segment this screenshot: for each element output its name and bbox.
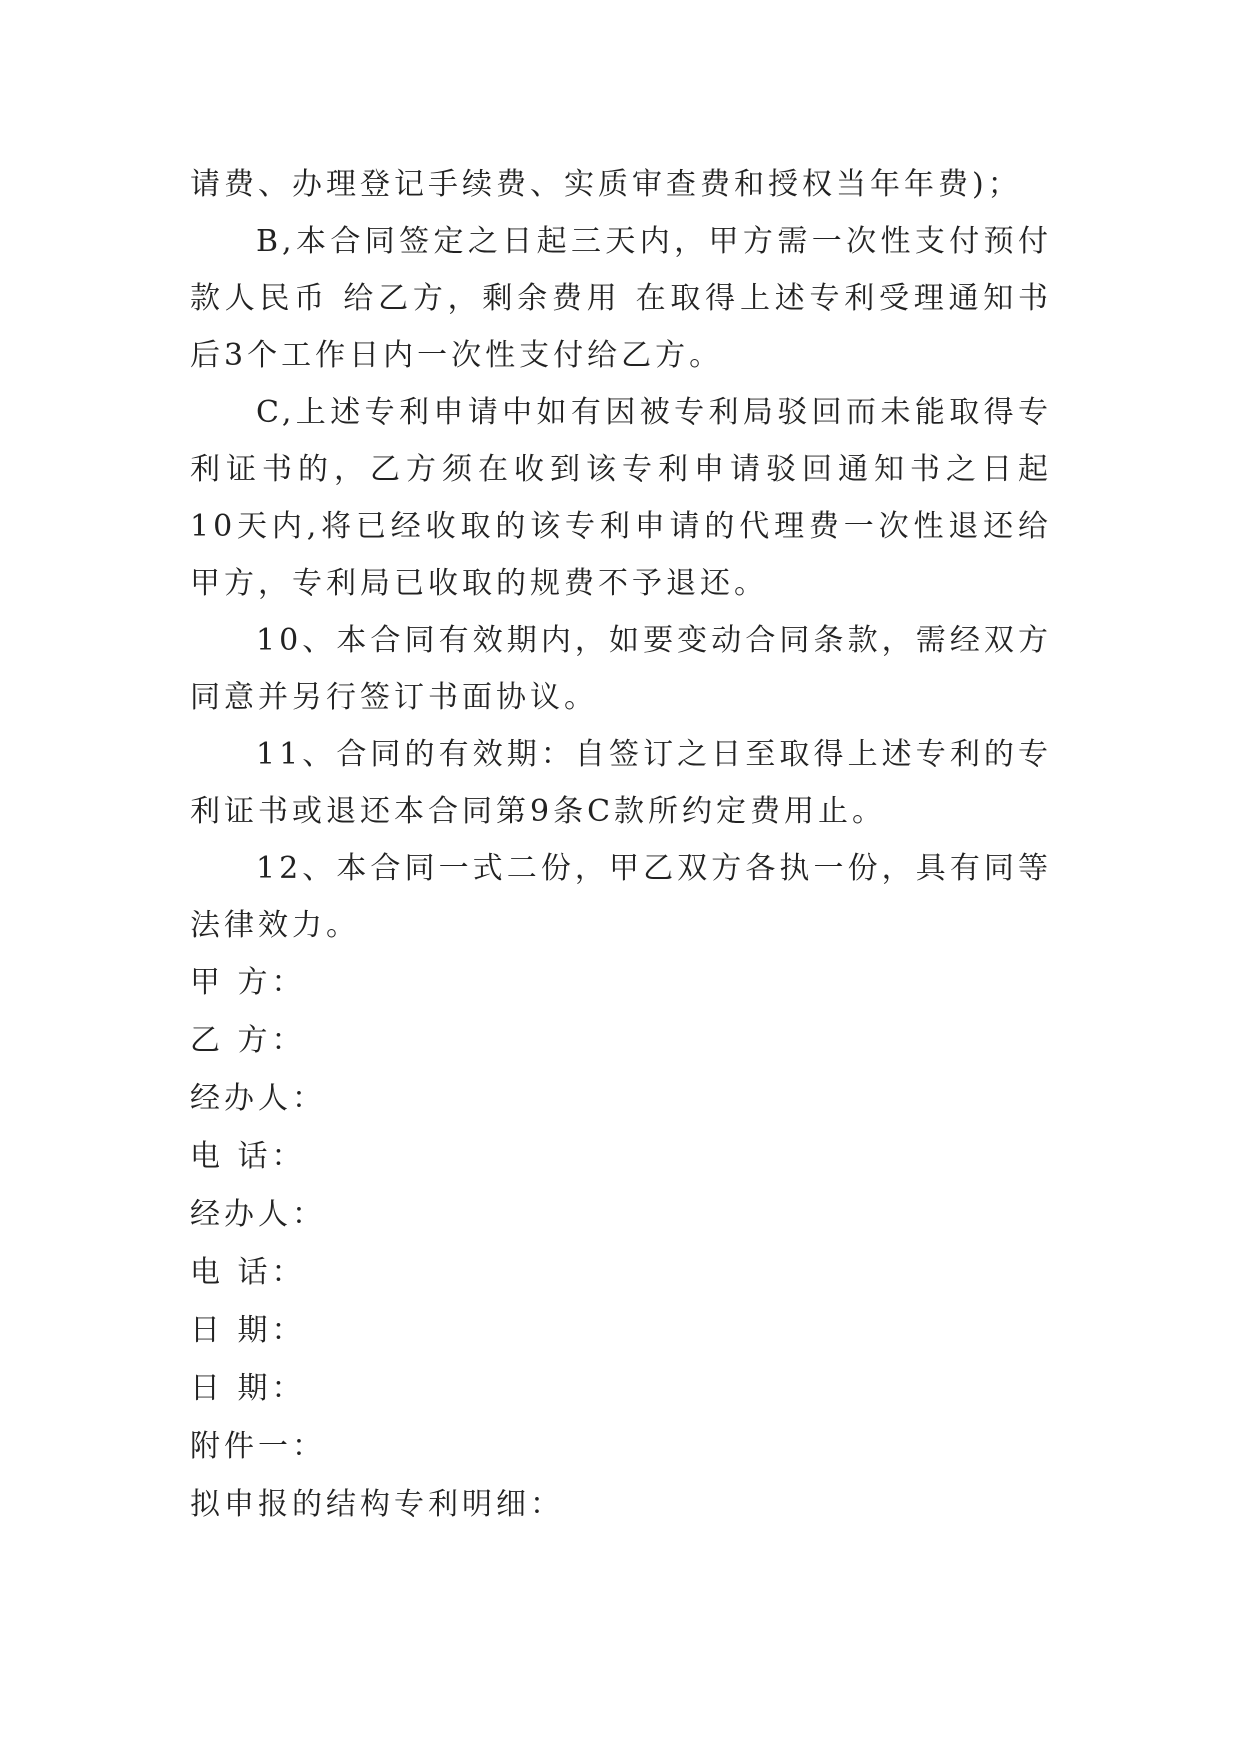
paragraph-clause-10: 10、本合同有效期内，如要变动合同条款，需经双方同意并另行签订书面协议。 bbox=[190, 623, 1052, 715]
patent-list-label: 拟申报的结构专利明细： bbox=[190, 1487, 564, 1522]
paragraph-clause-11: 11、合同的有效期：自签订之日至取得上述专利的专利证书或退还本合同第9条C款所约定费用止。 bbox=[190, 737, 1052, 829]
signature-block bbox=[190, 954, 1052, 1534]
party-a-label: 甲 方： bbox=[190, 965, 306, 1000]
document-body bbox=[190, 156, 1052, 1534]
phone-label: 电 话： bbox=[190, 1139, 306, 1174]
paragraph-clause-12: 12、本合同一式二份，甲乙双方各执一份，具有同等法律效力。 bbox=[190, 851, 1052, 943]
handler-label: 经办人： bbox=[190, 1081, 326, 1116]
paragraph-clause-b: B,本合同签定之日起三天内，甲方需一次性支付预付款人民币 给乙方，剩余费用 在取得上述专利受理通知书后3个工作日内一次性支付给乙方。 bbox=[190, 224, 1052, 373]
date-label: 日 期： bbox=[190, 1313, 306, 1348]
date-label-2: 日 期： bbox=[190, 1371, 306, 1406]
handler-label-2: 经办人： bbox=[190, 1197, 326, 1232]
attachment-label: 附件一： bbox=[190, 1429, 326, 1464]
paragraph-fee-continuation: 请费、办理登记手续费、实质审查费和授权当年年费)； bbox=[190, 167, 1022, 202]
paragraph-clause-c: C,上述专利申请中如有因被专利局驳回而未能取得专利证书的，乙方须在收到该专利申请驳回通知书之日起10天内,将已经收取的该专利申请的代理费一次性退还给甲方，专利局已收取的规费不予退还。 bbox=[190, 395, 1052, 601]
party-b-label: 乙 方： bbox=[190, 1023, 306, 1058]
phone-label-2: 电 话： bbox=[190, 1255, 306, 1290]
